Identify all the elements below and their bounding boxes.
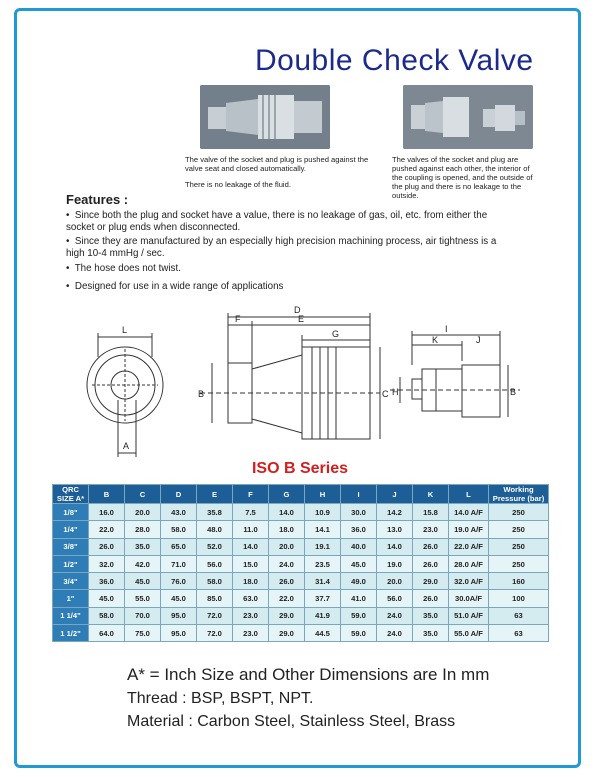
table-header-cell: J [377,485,413,504]
table-cell: 95.0 [161,607,197,624]
table-row [53,555,549,572]
page-title: Double Check Valve [255,44,534,77]
table-cell: 10.9 [305,504,341,521]
table-cell: 95.0 [161,625,197,642]
table-cell: 29.0 [269,625,305,642]
table-cell: 49.0 [341,573,377,590]
table-row [53,590,549,607]
table-cell: 13.0 [377,521,413,538]
table-header-cell: E [197,485,233,504]
footer-material: Material : Carbon Steel, Stainless Steel, Brass [127,713,456,730]
size-cell: 1/4" [53,521,89,538]
table-cell: 45.0 [89,590,125,607]
table-cell: 18.0 [233,573,269,590]
table-cell: 26.0 [269,573,305,590]
table-cell: 52.0 [197,538,233,555]
label-B: B [198,389,205,399]
table-cell: 58.0 [197,573,233,590]
table-cell: 35.0 [413,607,449,624]
table-cell: 18.0 [269,521,305,538]
table-cell: 65.0 [161,538,197,555]
table-cell: 36.0 [341,521,377,538]
table-cell: 19.0 A/F [449,521,489,538]
table-cell: 37.7 [305,590,341,607]
size-cell: 3/4" [53,573,89,590]
table-cell: 250 [489,504,549,521]
label-A: A [123,441,130,451]
label-B-plug: B [510,387,517,397]
table-header-cell: F [233,485,269,504]
table-cell: 11.0 [233,521,269,538]
label-J: J [476,335,481,345]
table-cell: 63 [489,625,549,642]
table-cell: 29.0 [413,573,449,590]
table-cell: 23.0 [413,521,449,538]
table-cell: 45.0 [125,573,161,590]
table-cell: 250 [489,521,549,538]
table-cell: 70.0 [125,607,161,624]
label-H: H [392,387,399,397]
table-cell: 16.0 [89,504,125,521]
table-cell: 63 [489,607,549,624]
table-row [53,504,549,521]
table-cell: 14.1 [305,521,341,538]
table-row [53,573,549,590]
feature-item: • Designed for use in a wide range of applications [66,281,284,292]
table-header-cell: D [161,485,197,504]
table-cell: 22.0 [269,590,305,607]
table-cell: 30.0A/F [449,590,489,607]
table-cell: 20.0 [269,538,305,555]
caption-right: The valves of the socket and plug are pushed against each other, the interior of the coupling is opened, and the outside of the plug and there is no leakage to the outside. [392,155,533,200]
table-cell: 14.0 [377,538,413,555]
feature-item: • The hose does not twist. [66,263,181,274]
table-cell: 29.0 [269,607,305,624]
table-cell: 64.0 [89,625,125,642]
table-cell: 40.0 [341,538,377,555]
dimension-diagrams [80,295,540,460]
label-C: C [382,389,389,399]
table-cell: 24.0 [269,555,305,572]
label-D: D [294,305,301,315]
table-cell: 15.0 [233,555,269,572]
table-header-cell: QRC SIZE A* [53,485,89,504]
coupling-parts-photo [403,85,533,149]
socket-plug-photo [200,85,330,149]
table-cell: 22.0 A/F [449,538,489,555]
size-cell: 1 1/2" [53,625,89,642]
table-cell: 32.0 A/F [449,573,489,590]
table-cell: 56.0 [377,590,413,607]
table-cell: 160 [489,573,549,590]
table-cell: 45.0 [161,590,197,607]
table-cell: 35.8 [197,504,233,521]
table-cell: 24.0 [377,625,413,642]
table-header-cell: H [305,485,341,504]
table-cell: 59.0 [341,607,377,624]
table-cell: 75.0 [125,625,161,642]
table-row [53,625,549,642]
table-cell: 28.0 [125,521,161,538]
table-cell: 26.0 [413,555,449,572]
table-cell: 44.5 [305,625,341,642]
table-cell: 59.0 [341,625,377,642]
series-title: ISO B Series [251,460,349,477]
table-header-cell: Working Pressure (bar) [489,485,549,504]
table-cell: 72.0 [197,607,233,624]
table-header-cell: C [125,485,161,504]
table-cell: 48.0 [197,521,233,538]
table-cell: 55.0 [125,590,161,607]
table-cell: 15.8 [413,504,449,521]
table-cell: 45.0 [341,555,377,572]
table-cell: 20.0 [125,504,161,521]
table-cell: 22.0 [89,521,125,538]
footer-thread: Thread : BSP, BSPT, NPT. [127,690,314,707]
table-header-cell: K [413,485,449,504]
size-cell: 1/8" [53,504,89,521]
size-cell: 1 1/4" [53,607,89,624]
table-header-row [53,485,549,504]
caption-left: The valve of the socket and plug is pushed against the valve seat and closed automatically. [185,155,369,173]
table-cell: 35.0 [413,625,449,642]
label-G: G [332,329,340,339]
table-cell: 24.0 [377,607,413,624]
table-cell: 14.0 [233,538,269,555]
label-L: L [122,325,128,335]
table-cell: 32.0 [89,555,125,572]
table-cell: 41.0 [341,590,377,607]
table-cell: 43.0 [161,504,197,521]
table-cell: 26.0 [413,590,449,607]
features-heading: Features : [66,192,129,207]
table-cell: 19.0 [377,555,413,572]
table-cell: 250 [489,538,549,555]
table-cell: 23.0 [233,625,269,642]
table-cell: 100 [489,590,549,607]
table-cell: 7.5 [233,504,269,521]
table-header-cell: L [449,485,489,504]
table-cell: 41.9 [305,607,341,624]
caption-left-2: There is no leakage of the fluid. [185,180,291,189]
footer-dimensions-note: A* = Inch Size and Other Dimensions are In mm [127,665,490,684]
table-cell: 31.4 [305,573,341,590]
label-F: F [235,314,241,324]
table-cell: 36.0 [89,573,125,590]
size-cell: 1" [53,590,89,607]
table-cell: 30.0 [341,504,377,521]
table-cell: 19.1 [305,538,341,555]
table-cell: 58.0 [161,521,197,538]
table-cell: 26.0 [413,538,449,555]
table-cell: 23.0 [233,607,269,624]
feature-item: • Since they are manufactured by an especially high precision machining process, air tightness is a high 10-4 mmHg / sec. [66,236,497,259]
table-cell: 76.0 [161,573,197,590]
table-header-cell: B [89,485,125,504]
table-header-cell: G [269,485,305,504]
table-row [53,607,549,624]
size-cell: 3/8" [53,538,89,555]
table-cell: 14.2 [377,504,413,521]
table-row [53,521,549,538]
table-cell: 28.0 A/F [449,555,489,572]
table-cell: 71.0 [161,555,197,572]
table-cell: 23.5 [305,555,341,572]
table-cell: 85.0 [197,590,233,607]
table-cell: 14.0 A/F [449,504,489,521]
table-cell: 42.0 [125,555,161,572]
table-cell: 26.0 [89,538,125,555]
table-cell: 250 [489,555,549,572]
table-cell: 20.0 [377,573,413,590]
table-header-cell: I [341,485,377,504]
label-I: I [445,324,448,334]
table-cell: 35.0 [125,538,161,555]
table-body [53,504,549,642]
table-row [53,538,549,555]
table-cell: 58.0 [89,607,125,624]
table-cell: 14.0 [269,504,305,521]
table-cell: 63.0 [233,590,269,607]
dimensions-table [52,484,549,642]
table-cell: 51.0 A/F [449,607,489,624]
table-cell: 72.0 [197,625,233,642]
size-cell: 1/2" [53,555,89,572]
label-E: E [298,314,305,324]
label-K: K [432,335,439,345]
table-cell: 55.0 A/F [449,625,489,642]
feature-item: • Since both the plug and socket have a value, there is no leakage of gas, oil, etc. from either the socket or plug ends when disconnected. [66,210,488,233]
table-cell: 56.0 [197,555,233,572]
